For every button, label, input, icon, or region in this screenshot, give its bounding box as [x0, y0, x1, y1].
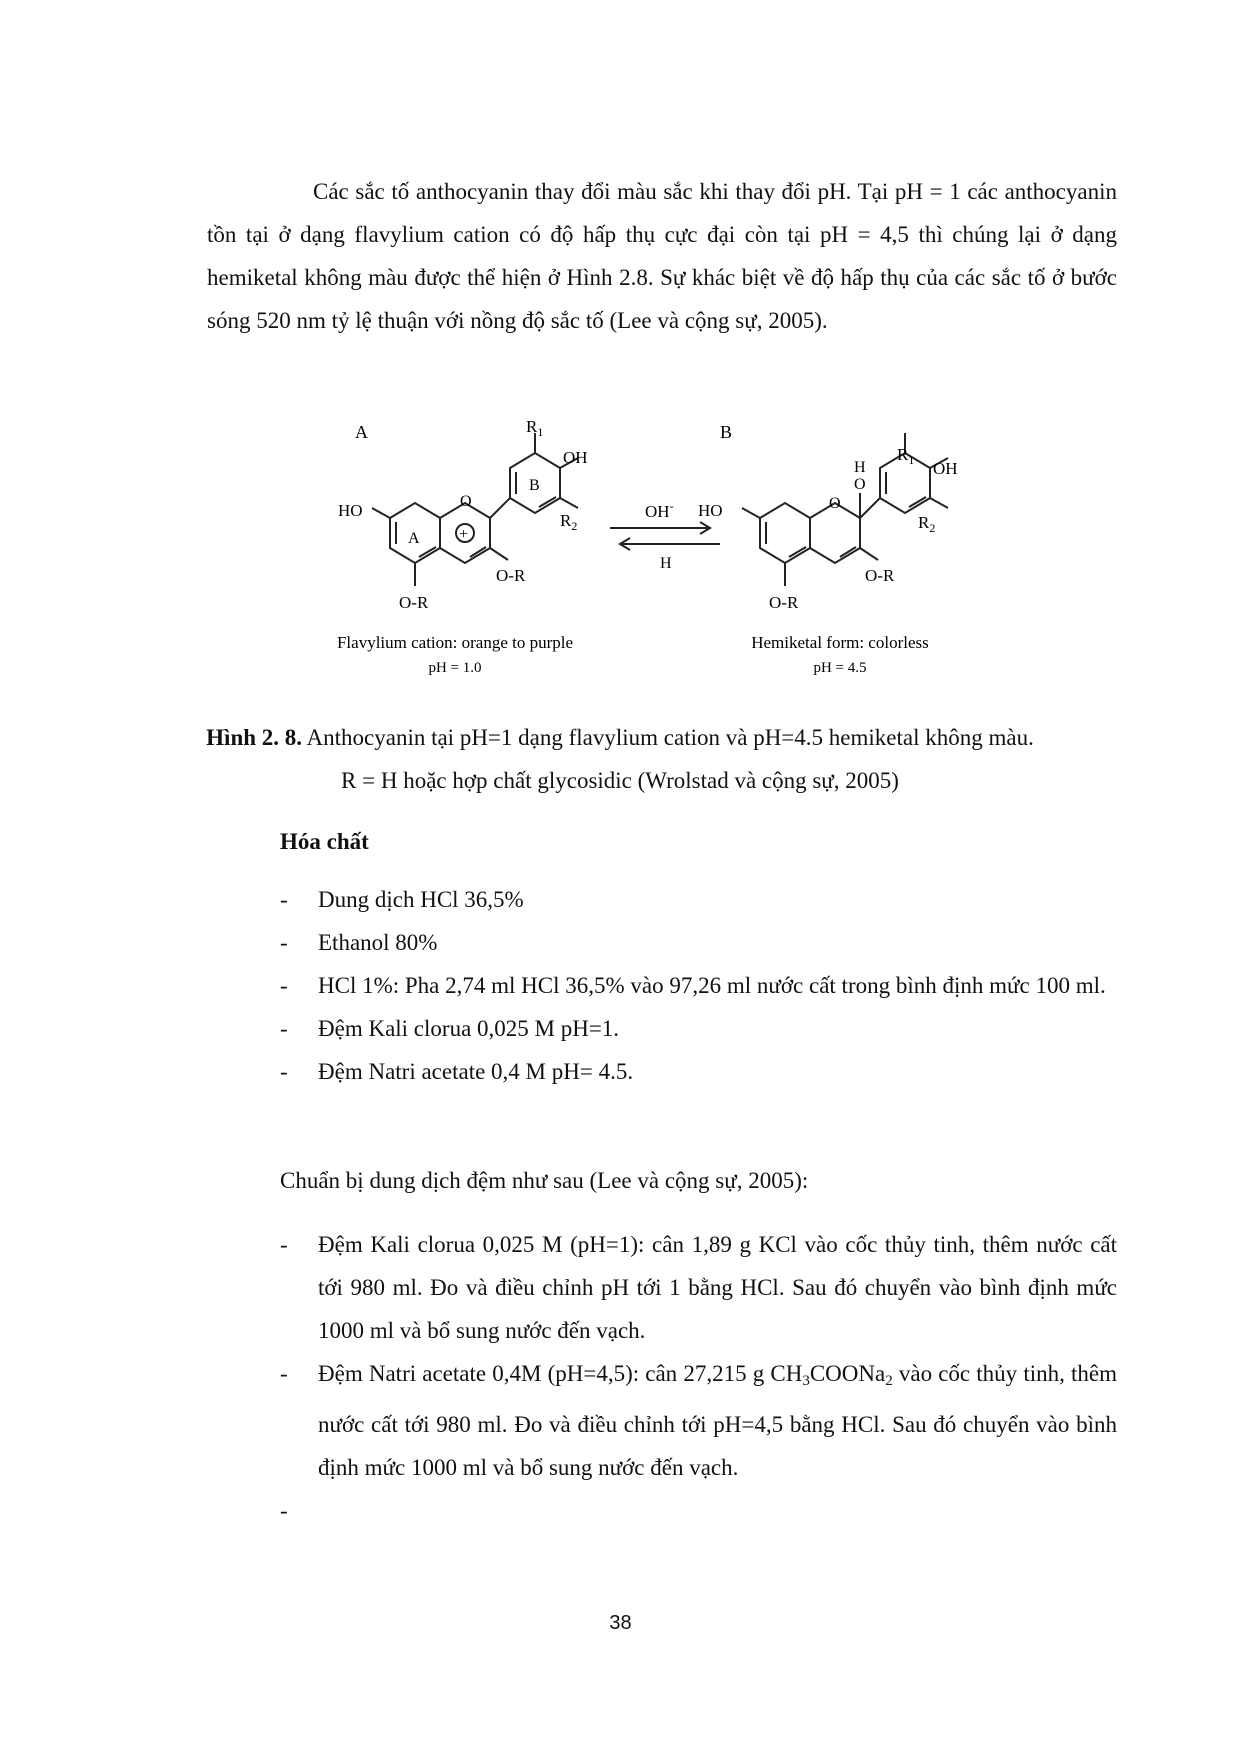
a-or-3-label: O-R [496, 566, 526, 585]
a-caption: Flavylium cation: orange to purple [336, 633, 574, 652]
b-caption: Hemiketal form: colorless [751, 633, 929, 652]
label-b: B [720, 422, 733, 442]
label-a: A [355, 422, 368, 442]
a-r1-label: $R_1$ [526, 418, 544, 439]
intro-paragraph: Các sắc tố anthocyanin thay đổi màu sắc khi thay đổi pH. Tại pH = 1 các anthocyanin tồn tại ở dạng flavylium cation có độ hấp thụ cực đại còn tại pH = 4,5 thì chúng lại ở dạng hemiketal không màu được thể hiện ở Hình 2.8. Sự khác biệt về độ hấp thụ của các sắc tố ở bước sóng 520 nm tỷ lệ thuận với nồng độ sắc tố (Lee và cộng sự, 2005). [207, 179, 1117, 333]
figure-caption [160, 716, 1080, 802]
chemicals-list [280, 878, 1117, 1093]
a-ring-a-label: A [408, 530, 420, 547]
figure-caption-line2: R = H hoặc hợp chất glycosidic (Wrolstad và cộng sự, 2005) [341, 768, 899, 793]
buffer-list [280, 1223, 1117, 1532]
a-ph: pH = 1.0 [428, 660, 482, 676]
a-plus-label: + [459, 526, 469, 543]
prep-intro: Chuẩn bị dung dịch đệm như sau (Lee và cộng sự, 2005): [280, 1168, 809, 1193]
b-r1-label: $R_1$ [897, 445, 915, 467]
a-ring-oxygen-label: O [460, 493, 472, 510]
list-item: - HCl 1%: Pha 2,74 ml HCl 36,5% vào 97,26 ml nước cất trong bình định mức 100 ml. [280, 973, 1106, 998]
figure-caption-line1: Hình 2. 8. Anthocyanin tại pH=1 dạng flavylium cation và pH=4.5 hemiketal không màu. [206, 725, 1034, 750]
list-item-buffer-2: - Đệm Natri acetate 0,4M (pH=4,5): cân 27,215 g $CH_3COONa_2$ vào cốc thủy tinh, thêm nước cất tới 980 ml. Đo và điều chỉnh tới pH=4,5 bằng HCl. Sau đó chuyển vào bình định mức 1000 ml và bổ sung nước đến vạch. [280, 1361, 1117, 1480]
b-ph: pH = 4.5 [813, 660, 867, 676]
b-o-label: O [854, 476, 866, 493]
b-oh-label: OH [933, 459, 958, 478]
a-r2-label: $R_2$ [560, 511, 578, 533]
b-r2-label: $R_2$ [918, 513, 936, 535]
section-heading: Hóa chất [280, 829, 369, 854]
list-item: - Đệm Kali clorua 0,025 M pH=1. [280, 1016, 620, 1041]
a-ho-label: HO [338, 501, 363, 520]
ring-c-b-shape [810, 503, 860, 563]
arrow-forward-label: OH- [645, 499, 674, 521]
b-h-label: H [854, 459, 866, 476]
a-oh-label: OH [563, 448, 588, 467]
list-item: - Ethanol 80% [280, 930, 438, 955]
arrow-back-label: H [660, 555, 672, 572]
list-item: - Đệm Natri acetate 0,4 M pH= 4.5. [280, 1059, 634, 1084]
ring-a-b-shape [760, 503, 810, 563]
list-item-empty: - [280, 1498, 288, 1523]
a-ring-b-label: B [529, 477, 540, 494]
b-ho-label: HO [698, 501, 723, 520]
b-or-5-label: O-R [769, 593, 799, 612]
list-item-buffer-1: - Đệm Kali clorua 0,025 M (pH=1): cân 1,89 g KCl vào cốc thủy tinh, thêm nước cất tới 980 ml. Đo và điều chỉnh pH tới 1 bằng HCl. Sau đó chuyển vào bình định mức 1000 ml và bổ sung nước đến vạch. [280, 1232, 1117, 1343]
anthocyanin-structure-figure [320, 418, 1020, 688]
b-ring-oxygen-label: O [829, 495, 841, 512]
list-item: - Dung dịch HCl 36,5% [280, 887, 524, 912]
a-or-5-label: O-R [399, 593, 429, 612]
page-number: 38 [609, 1612, 632, 1634]
b-or-3-label: O-R [865, 566, 895, 585]
figure-caption-label: Hình 2. 8. [206, 725, 303, 750]
